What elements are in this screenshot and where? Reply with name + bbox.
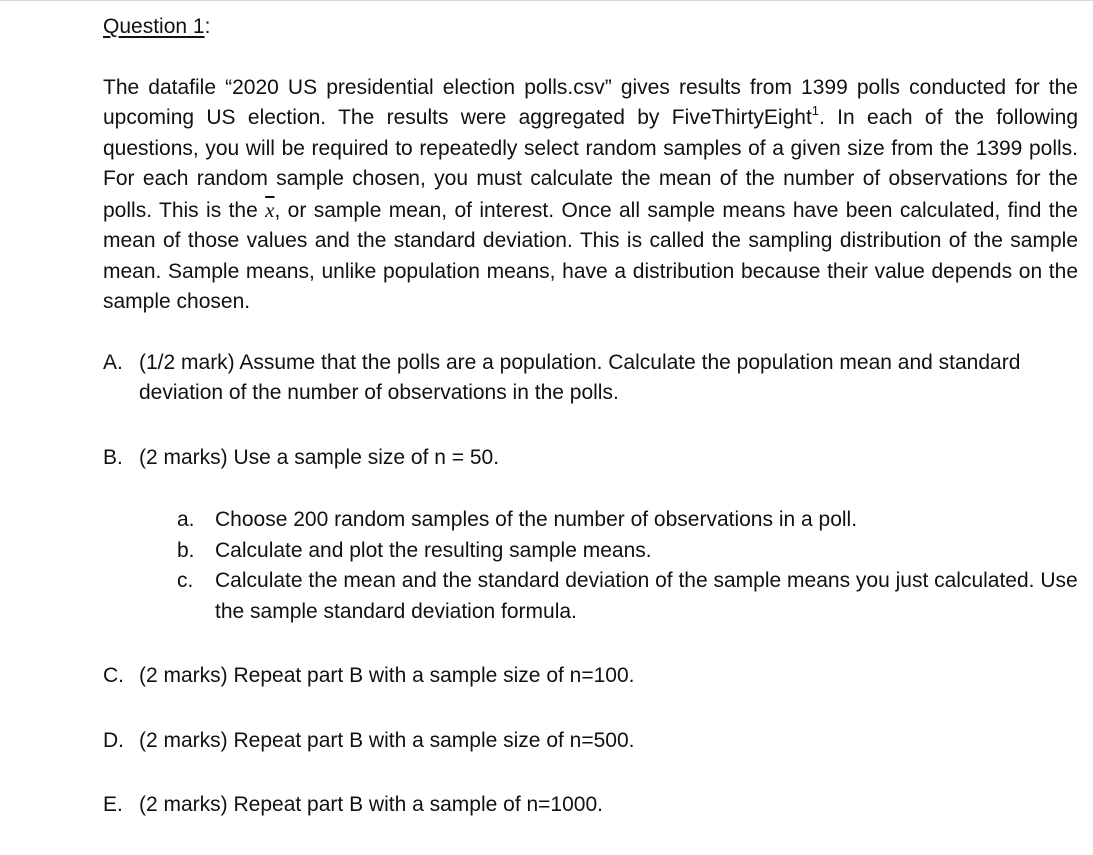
document-page	[103, 12, 1078, 855]
part-marker: C.	[103, 664, 124, 687]
top-divider	[0, 0, 1093, 1]
subpart-marker: b.	[177, 538, 195, 562]
part-text: (2 marks) Repeat part B with a sample size of n=100.	[139, 664, 635, 687]
part-text: (2 marks) Repeat part B with a sample size of n=500.	[139, 728, 635, 752]
sample-mean-symbol: $\overline{x}$	[265, 197, 275, 222]
part-marker: E.	[103, 793, 123, 816]
question-parts	[103, 348, 1078, 821]
question-heading	[103, 12, 1078, 43]
part-text: (2 marks) Repeat part B with a sample of n=1000.	[139, 793, 603, 816]
intro-text-1: The datafile “2020 US presidential election polls.csv” gives results from 1399 polls conducted for the upcoming US election. The results were aggregated by FiveThirtyEight	[103, 75, 1078, 129]
subpart-text: Calculate the mean and the standard deviation of the sample means you just calculated. Use the sample standard deviation formula.	[215, 569, 1078, 623]
intro-text-2: . In each of the following questions, you will be required to repeatedly select random samples of a given size from the 1399 polls. For each random sample chosen, you must calculate the mean of the number of observations for the polls. This is the	[103, 106, 1078, 222]
part-text: (1/2 mark) Assume that the polls are a population. Calculate the population mean and standard deviation of the number of observations in the polls.	[139, 350, 1021, 404]
subpart-b	[177, 536, 1078, 567]
subpart-text: Choose 200 random samples of the number of observations in a poll.	[215, 508, 858, 531]
part-c	[103, 661, 1078, 692]
question-title: Question 1	[103, 15, 205, 38]
subpart-text: Calculate and plot the resulting sample means.	[215, 538, 652, 562]
part-text: (2 marks) Use a sample size of n = 50.	[139, 445, 500, 469]
question-title-colon: :	[204, 15, 211, 38]
subpart-marker: a.	[177, 508, 195, 531]
subpart-a	[177, 505, 1078, 536]
subpart-c	[177, 566, 1078, 627]
part-b-subparts	[177, 505, 1078, 627]
part-marker: D.	[103, 728, 124, 752]
part-marker: B.	[103, 445, 123, 469]
part-a	[103, 348, 1078, 409]
subpart-marker: c.	[177, 569, 194, 592]
intro-paragraph	[103, 73, 1078, 318]
part-b	[103, 443, 1078, 628]
footnote-marker: 1	[811, 103, 820, 118]
part-d	[103, 726, 1078, 757]
part-e	[103, 790, 1078, 821]
intro-text-3: , or sample mean, of interest. Once all sample means have been calculated, find the mean of those values and the standard deviation. This is called the sampling distribution of the sample mean. Sample means, unlike population means, have a distribution because their value depends on the sample chosen.	[103, 198, 1078, 313]
part-marker: A.	[103, 350, 123, 374]
